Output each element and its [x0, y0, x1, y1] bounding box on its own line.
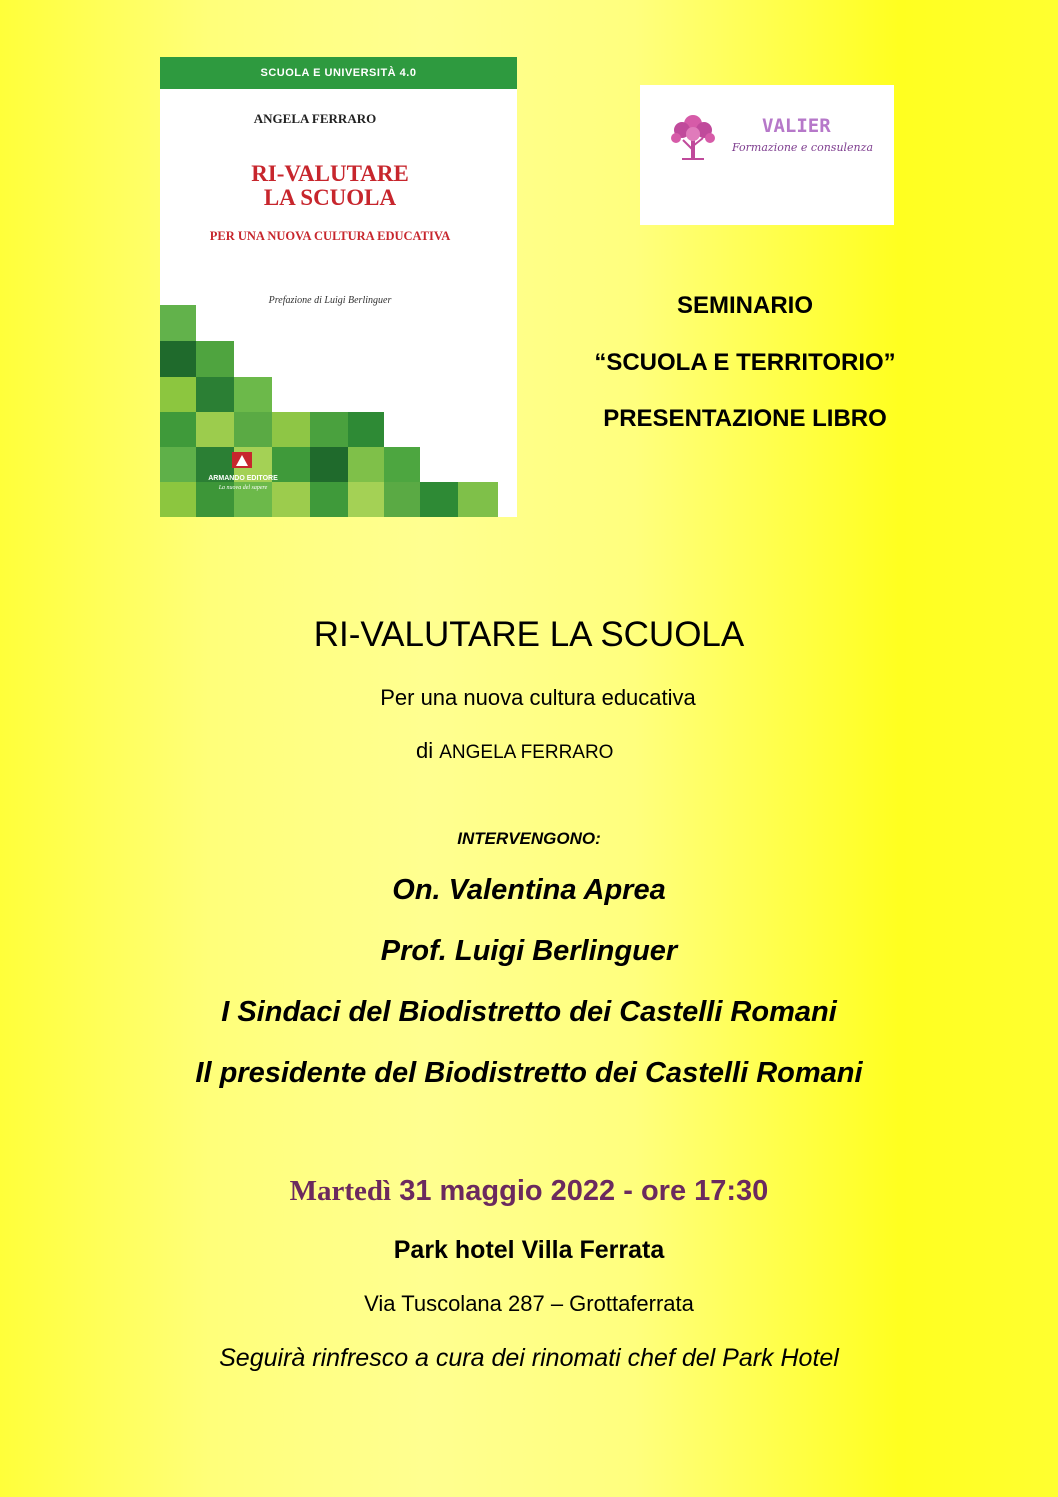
event-venue: Park hotel Villa Ferrata [393, 1236, 665, 1264]
event-day: Martedì [289, 1175, 392, 1207]
seminar-title: “SCUOLA E TERRITORIO” [594, 349, 896, 376]
logo-tagline: Formazione e consulenza [732, 141, 873, 154]
speaker-item: On. Valentina Aprea [392, 874, 666, 906]
publisher-name: ARMANDO EDITORE [208, 475, 278, 482]
event-date-time: 31 maggio 2022 - ore 17:30 [399, 1175, 769, 1207]
cover-series-band: SCUOLA E UNIVERSITÀ 4.0 [160, 57, 517, 89]
book-cover [160, 57, 517, 517]
byline-prefix: di [416, 738, 434, 763]
book-author: ANGELA FERRARO [439, 742, 614, 763]
publisher-motto: La nuova del sapere [218, 485, 268, 491]
speakers-label: INTERVENGONO: [457, 829, 601, 848]
book-title: RI-VALUTARE LA SCUOLA [313, 615, 745, 654]
speaker-item: Prof. Luigi Berlinguer [380, 935, 678, 967]
logo-name: VALIER [762, 115, 831, 137]
cover-preface: Prefazione di Luigi Berlinguer [268, 295, 392, 306]
speaker-item: Il presidente del Biodistretto dei Castelli Romani [195, 1057, 863, 1089]
book-presentation-label: PRESENTAZIONE LIBRO [603, 405, 887, 432]
seminar-label: SEMINARIO [676, 292, 813, 319]
valier-logo [640, 85, 894, 225]
book-subtitle: Per una nuova cultura educativa [380, 685, 696, 710]
event-note: Seguirà rinfresco a cura dei rinomati chef del Park Hotel [219, 1344, 839, 1372]
event-address: Via Tuscolana 287 – Grottaferrata [364, 1291, 694, 1316]
event-date [0, 1175, 1058, 1208]
tree-icon [668, 110, 718, 162]
cover-author: ANGELA FERRARO [253, 111, 377, 126]
cover-subtitle: PER UNA NUOVA CULTURA EDUCATIVA [209, 229, 451, 243]
cover-title: RI-VALUTARE LA SCUOLA [251, 161, 409, 210]
speaker-item: I Sindaci del Biodistretto dei Castelli Romani [221, 996, 837, 1028]
book-byline [416, 738, 613, 764]
